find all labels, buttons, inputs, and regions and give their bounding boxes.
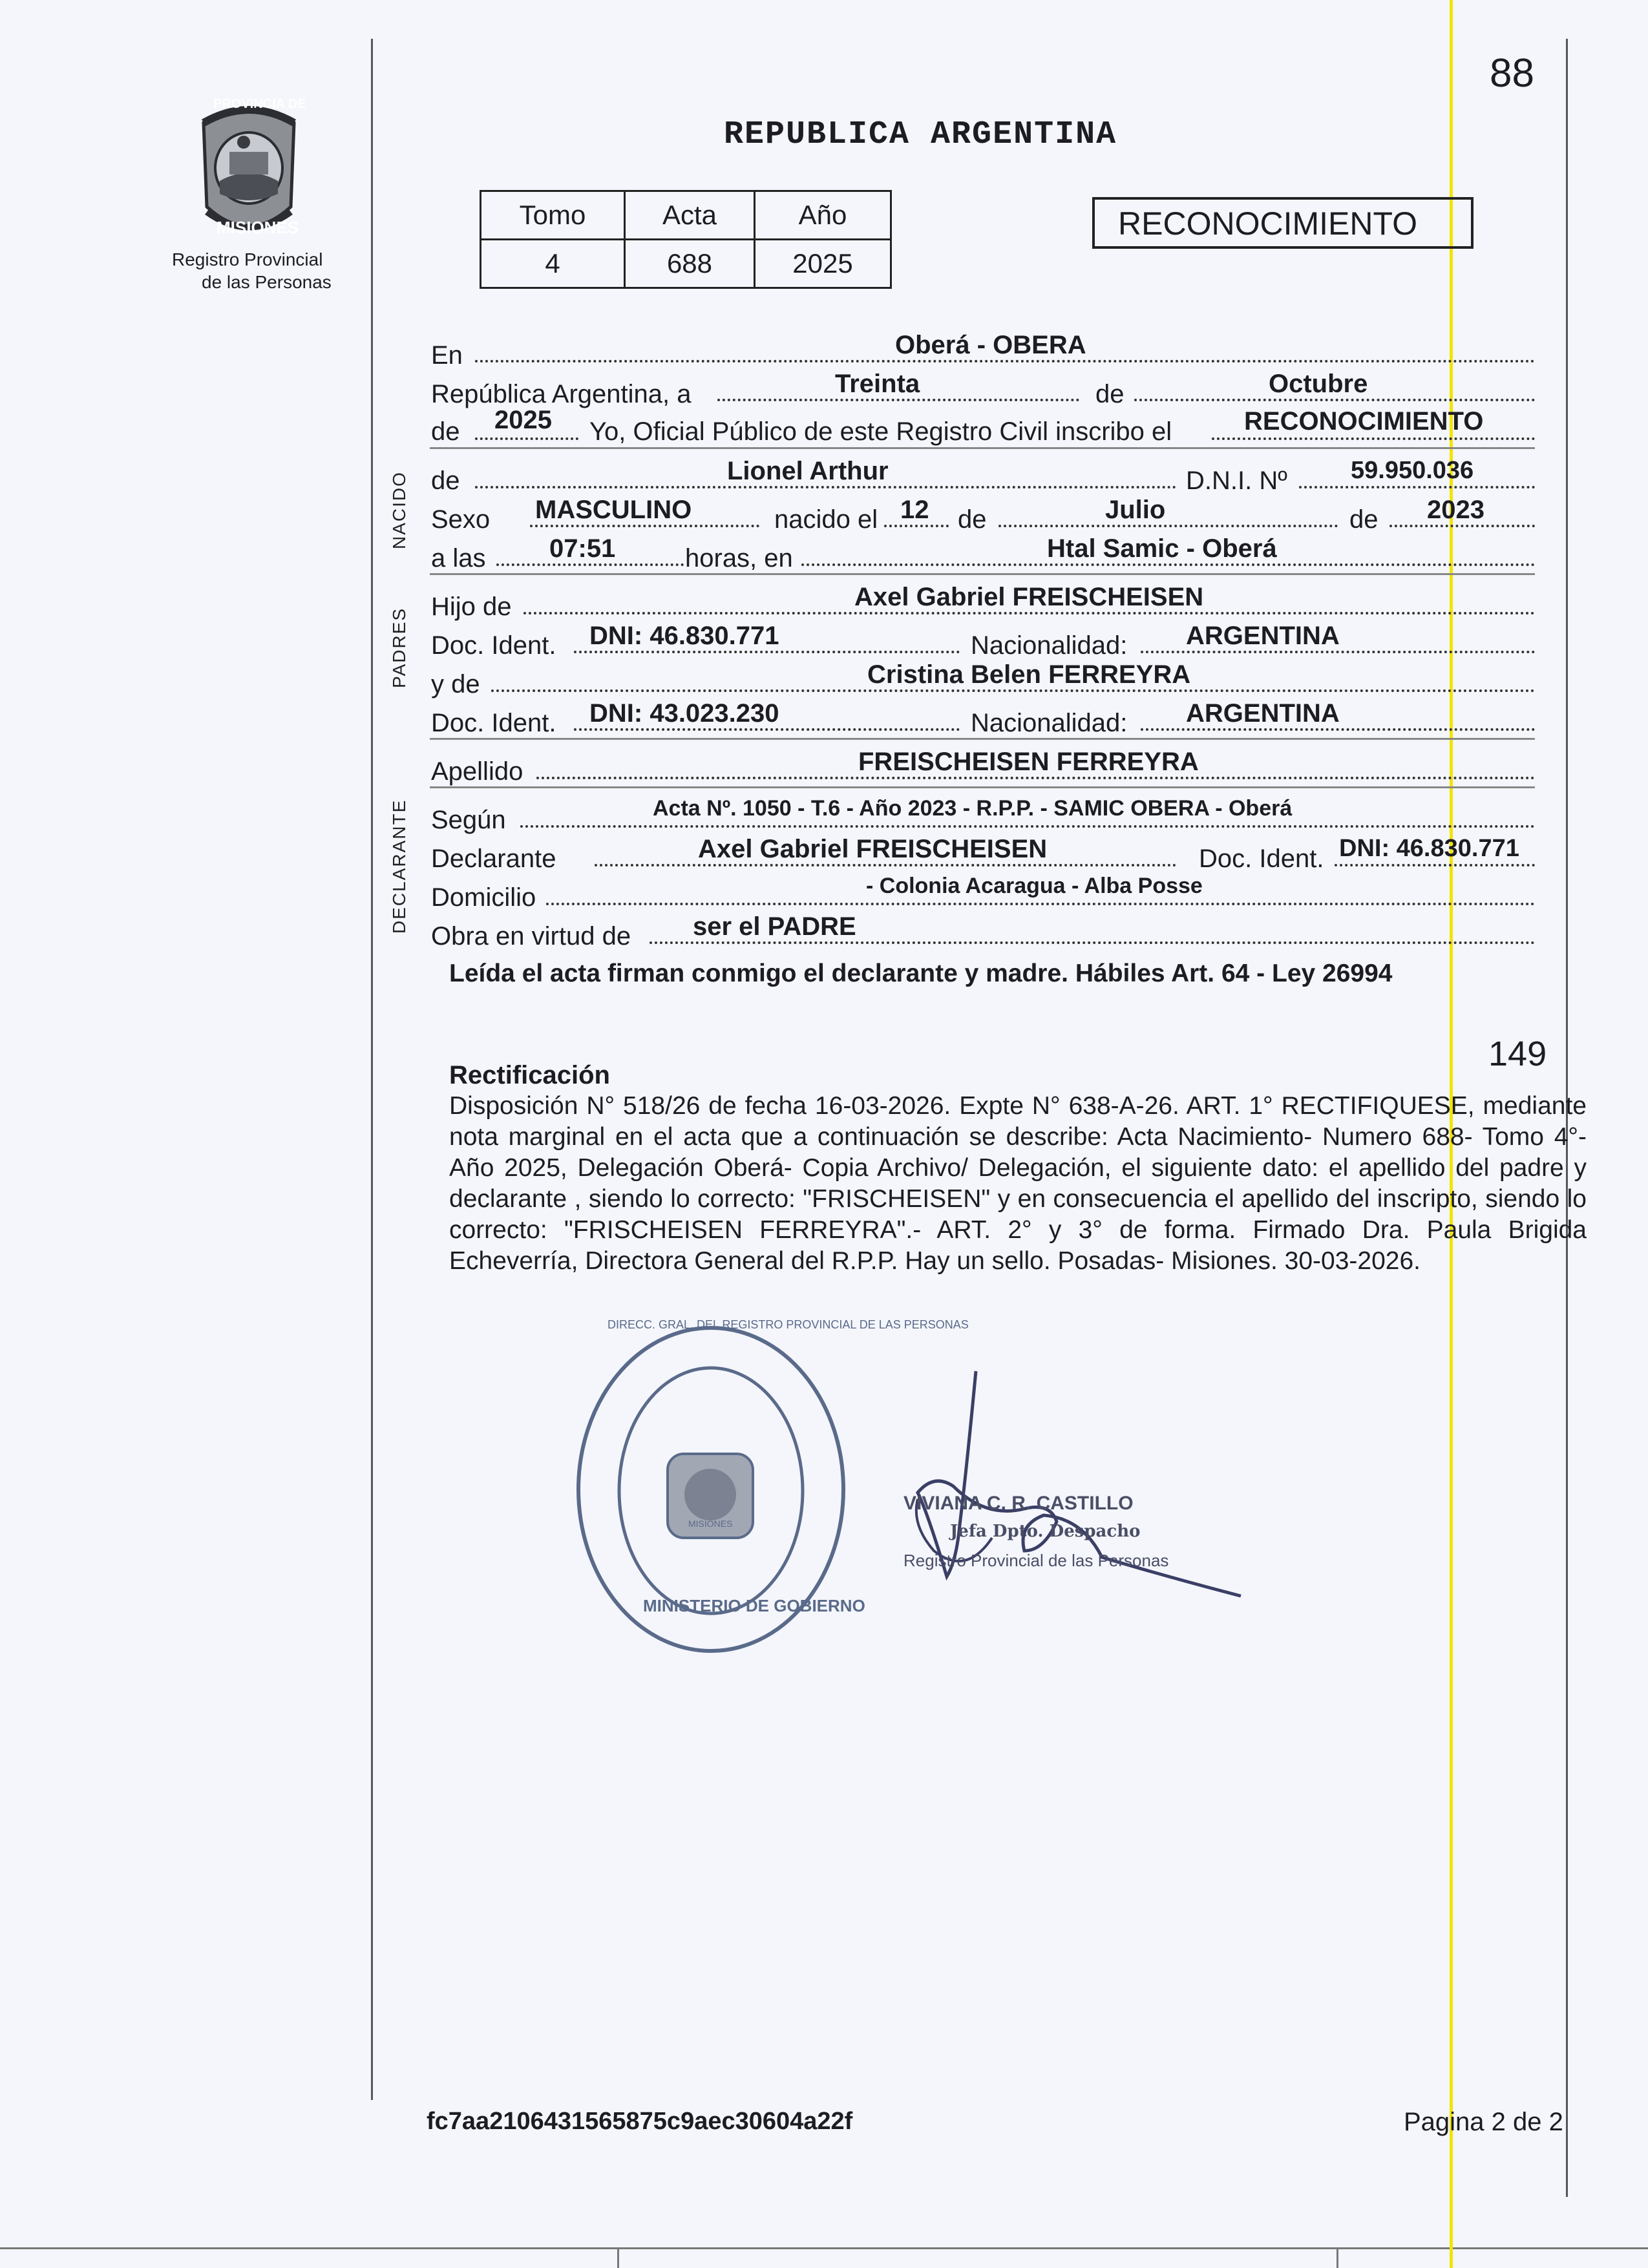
value-padre-doc: DNI: 46.830.771	[589, 622, 779, 650]
value-acta: 688	[625, 240, 755, 288]
value-nombre: Lionel Arthur	[727, 457, 889, 485]
dots-padre	[523, 612, 1535, 614]
stamp-ring-text: DIRECC. GRAL. DEL REGISTRO PROVINCIAL DE LAS PERSONAS	[607, 1318, 969, 1331]
page-title: REPUBLICA ARGENTINA	[724, 116, 1117, 153]
stamp-inner-text: MINISTERIO DE GOBIERNO	[643, 1596, 865, 1615]
label-hijo: Hijo de	[431, 593, 512, 621]
logo-caption-2: de las Personas	[202, 272, 332, 292]
rule-1	[430, 447, 1535, 449]
page-number-mid: 149	[1488, 1034, 1547, 1073]
value-madre: Cristina Belen FERREYRA	[867, 660, 1191, 689]
label-nacido: nacido el	[774, 505, 878, 534]
label-en: En	[431, 341, 463, 370]
dots-domicilio	[546, 903, 1535, 905]
value-padre-nac: ARGENTINA	[1186, 622, 1340, 650]
value-lugar-inscripcion: Oberá - OBERA	[895, 331, 1086, 359]
label-docident-2: Doc. Ident.	[431, 709, 556, 737]
label-segun: Según	[431, 806, 506, 834]
dots-nacdia	[884, 525, 949, 527]
dots-obra	[650, 941, 1535, 944]
value-segun: Acta Nº. 1050 - T.6 - Año 2023 - R.P.P. - SAMIC OBERA - Oberá	[653, 796, 1293, 821]
label-de-5: de	[1349, 505, 1379, 534]
seal-text-top: PROVINCIA DE	[213, 97, 306, 111]
value-tomo: 4	[481, 240, 625, 288]
side-label-nacido: NACIDO	[389, 471, 409, 549]
value-inscribo: RECONOCIMIENTO	[1244, 407, 1484, 436]
value-mes: Octubre	[1269, 370, 1368, 398]
signature-role: Jefa Dpto. Despacho	[950, 1522, 1141, 1541]
dots-inscribo	[1212, 437, 1535, 440]
dots-nacanio	[1389, 525, 1535, 527]
rectificacion-body: Disposición N° 518/26 de fecha 16-03-2026. Expte N° 638-A-26. ART. 1° RECTIFIQUESE, mediante nota marginal en el acta que a continuación se describe: Acta Nacimiento- Numero 688- Tomo 4°- Año 2025, Delegación Oberá- Copia Archivo/ Delegación, el siguiente dato: el apellido del padre y declarante , siendo lo correcto: "FRISCHEISEN" y en consecuencia el apellido del inscripto, siendo lo correcto: "FRISCHEISEN FERREYRA".- ART. 2° y 3° de forma. Firmado Dra. Paula Brigida Echeverría, Directora General del R.P.P. Hay un sello. Posadas- Misiones. 30-03-2026.	[449, 1092, 1587, 1275]
side-label-declarante: DECLARANTE	[389, 799, 409, 934]
dots-padredoc	[574, 651, 960, 653]
dots-hora	[496, 563, 684, 566]
dots-sexo	[530, 525, 759, 527]
page-indicator: Pagina 2 de 2	[1404, 2108, 1563, 2136]
value-anio: 2025	[494, 406, 552, 434]
label-declarante: Declarante	[431, 845, 556, 873]
label-de-3: de	[431, 467, 460, 495]
label-dni: D.N.I. Nº	[1186, 467, 1287, 495]
header-anio: Año	[755, 191, 891, 240]
seal-text-bottom: MISIONES	[217, 218, 299, 237]
value-sexo: MASCULINO	[535, 496, 692, 524]
label-horas: horas, en	[685, 544, 793, 572]
dots-mes	[1134, 399, 1535, 401]
dots-segun	[520, 825, 1535, 828]
value-obra: ser el PADRE	[693, 912, 856, 941]
dots-dni	[1299, 486, 1535, 488]
label-nacionalidad: Nacionalidad:	[971, 631, 1128, 660]
dots-padrenac	[1141, 651, 1535, 653]
dots-madrenac	[1141, 728, 1535, 731]
left-margin-line	[371, 39, 373, 2100]
table-header-row	[481, 191, 891, 240]
table-value-row	[481, 240, 891, 288]
label-de: de	[1095, 380, 1125, 408]
header-acta: Acta	[625, 191, 755, 240]
dots-en	[475, 360, 1535, 362]
dots-dia	[717, 399, 1079, 401]
dots-madre	[491, 689, 1535, 692]
value-madre-nac: ARGENTINA	[1186, 699, 1340, 728]
value-hora: 07:51	[549, 534, 616, 563]
label-alas: a las	[431, 544, 486, 572]
side-label-padres: PADRES	[389, 607, 409, 688]
value-nac-anio: 2023	[1427, 496, 1484, 524]
value-lugar-nac: Htal Samic - Oberá	[1047, 534, 1277, 563]
stamp-center-text: MISIONES	[688, 1518, 733, 1529]
value-anio: 2025	[755, 240, 891, 288]
closing-statement: Leída el acta firman conmigo el declarante y madre. Hábiles Art. 64 - Ley 26994	[449, 960, 1393, 987]
page-number-top: 88	[1490, 51, 1534, 96]
dots-madredoc	[574, 728, 960, 731]
record-type: RECONOCIMIENTO	[1118, 205, 1417, 242]
rule-2	[430, 573, 1535, 575]
tomo-acta-anio-table	[480, 190, 892, 289]
label-docident-3: Doc. Ident.	[1199, 845, 1324, 873]
signature-office: Registro Provincial de las Personas	[903, 1551, 1169, 1570]
value-padre: Axel Gabriel FREISCHEISEN	[854, 583, 1204, 611]
label-yo: Yo, Oficial Público de este Registro Civil inscribo el	[589, 417, 1172, 446]
label-obra: Obra en virtud de	[431, 922, 631, 950]
label-sexo: Sexo	[431, 505, 491, 534]
value-dni: 59.950.036	[1351, 457, 1474, 484]
label-apellido: Apellido	[431, 757, 523, 786]
value-nac-mes: Julio	[1105, 496, 1166, 524]
document-hash: fc7aa2106431565875c9aec30604a22f	[427, 2108, 853, 2135]
label-de-2: de	[431, 417, 460, 446]
label-docident: Doc. Ident.	[431, 631, 556, 660]
label-domicilio: Domicilio	[431, 883, 536, 912]
dots-declarante	[595, 864, 1176, 866]
value-dia: Treinta	[835, 370, 920, 398]
value-declarante-doc: DNI: 46.830.771	[1339, 835, 1519, 862]
value-declarante: Axel Gabriel FREISCHEISEN	[698, 835, 1048, 863]
logo-caption-1: Registro Provincial	[172, 249, 323, 269]
value-nac-dia: 12	[900, 496, 929, 524]
header-tomo: Tomo	[481, 191, 625, 240]
bottom-tab	[617, 2247, 1338, 2268]
value-domicilio: - Colonia Acaragua - Alba Posse	[866, 874, 1203, 898]
rectificacion-title: Rectificación	[449, 1061, 610, 1089]
dots-lugar	[801, 563, 1535, 566]
signature-name: VIVIANA C. R. CASTILLO	[903, 1493, 1134, 1514]
label-yde: y de	[431, 670, 480, 698]
rule-3	[430, 738, 1535, 740]
dots-nombre	[475, 486, 1176, 488]
label-republica: República Argentina, a	[431, 380, 692, 408]
label-de-4: de	[958, 505, 987, 534]
dots-apellido	[536, 777, 1535, 779]
dots-anio	[475, 437, 578, 440]
dots-nacmes	[998, 525, 1338, 527]
rule-4	[430, 786, 1535, 788]
label-nacionalidad-2: Nacionalidad:	[971, 709, 1128, 737]
value-apellido: FREISCHEISEN FERREYRA	[858, 748, 1199, 776]
dots-declarantedoc	[1335, 864, 1535, 866]
value-madre-doc: DNI: 43.023.230	[589, 699, 779, 728]
